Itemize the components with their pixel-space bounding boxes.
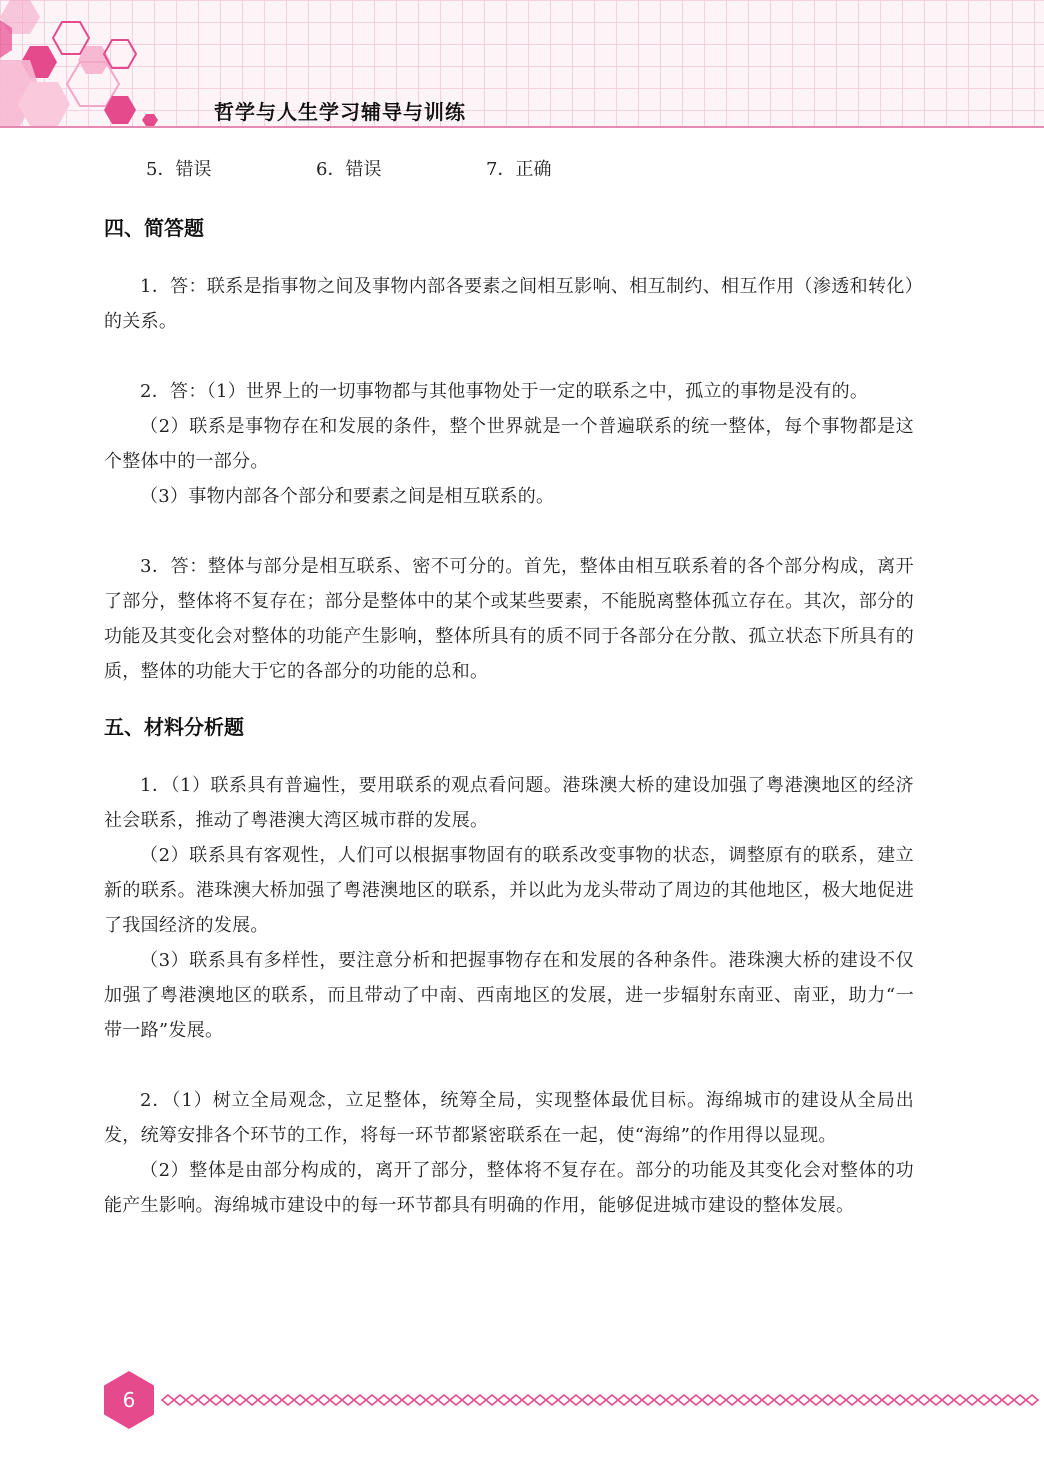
- chain-decoration-icon: [158, 1390, 1044, 1410]
- hexagon-decoration-icon: [0, 0, 170, 128]
- answer-paragraph: （3）联系具有多样性，要注意分析和把握事物存在和发展的各种条件。港珠澳大桥的建设不仅加强了粤港澳地区的联系，而且带动了中南、西南地区的发展，进一步辐射东南亚、南亚，助力“一带一路”发展。: [104, 950, 914, 1041]
- answer-paragraph: 3．答：整体与部分是相互联系、密不可分的。首先，整体由相互联系着的各个部分构成，离开了部分，整体将不复存在；部分是整体中的某个或某些要素，不能脱离整体孤立存在。其次，部分的功能及其变化会对整体的功能产生影响，整体所具有的质不同于各部分在分散、孤立状态下所具有的质，整体的功能大于它的各部分的功能的总和。: [104, 556, 914, 682]
- answer-paragraph: 2．（1）树立全局观念，立足整体，统筹全局，实现整体最优目标。海绵城市的建设从全局出发，统筹安排各个环节的工作，将每一环节都紧密联系在一起，使“海绵”的作用得以显现。: [104, 1090, 914, 1146]
- page-number: 6: [122, 1388, 136, 1412]
- answer-paragraph: 1．答：联系是指事物之间及事物内部各要素之间相互影响、相互制约、相互作用（渗透和转化）的关系。: [104, 276, 914, 332]
- answer-item: 6．错误: [316, 159, 382, 180]
- true-false-answers: [146, 150, 914, 190]
- answer-item: 7．正确: [486, 159, 552, 180]
- answer-paragraph: （3）事物内部各个部分和要素之间是相互联系的。: [140, 486, 555, 507]
- answer-paragraph: 2．答：（1）世界上的一切事物都与其他事物处于一定的联系之中，孤立的事物是没有的。: [140, 381, 869, 402]
- answer-paragraph: （2）联系是事物存在和发展的条件，整个世界就是一个普遍联系的统一整体，每个事物都是这个整体中的一部分。: [104, 416, 914, 472]
- answer-paragraph: （2）联系具有客观性，人们可以根据事物固有的联系改变事物的状态，调整原有的联系，建立新的联系。港珠澳大桥加强了粤港澳地区的联系，并以此为龙头带动了周边的其他地区，极大地促进了我国经济的发展。: [104, 845, 914, 936]
- answer-item: 5．错误: [146, 159, 212, 180]
- section-title: 五、材料分析题: [104, 715, 244, 739]
- page-content: [104, 150, 914, 1223]
- answer-paragraph: 1．（1）联系具有普遍性，要用联系的观点看问题。港珠澳大桥的建设加强了粤港澳地区的经济社会联系，推动了粤港澳大湾区城市群的发展。: [104, 775, 914, 831]
- answer-paragraph: （2）整体是由部分构成的，离开了部分，整体将不复存在。部分的功能及其变化会对整体的功能产生影响。海绵城市建设中的每一环节都具有明确的作用，能够促进城市建设的整体发展。: [104, 1160, 914, 1216]
- book-title: 哲学与人生学习辅导与训练: [214, 100, 466, 124]
- section-title: 四、简答题: [104, 216, 204, 240]
